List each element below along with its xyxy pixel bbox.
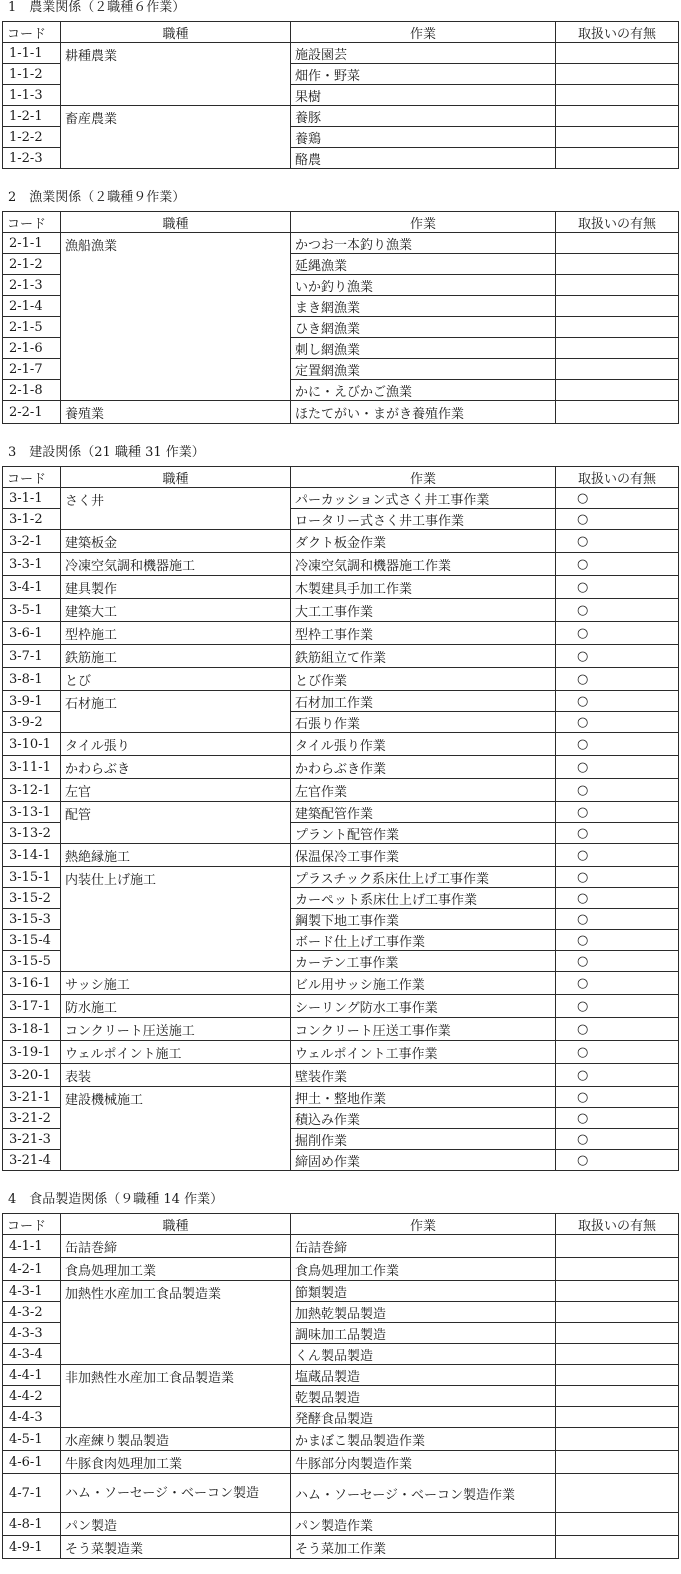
work-cell: 塩蔵品製造 xyxy=(291,1365,556,1386)
work-cell: 大工工事作業 xyxy=(291,599,556,622)
header-handling: 取扱いの有無 xyxy=(556,1214,679,1235)
handling-cell: ○ xyxy=(556,1129,679,1150)
code-cell: 2-1-2 xyxy=(3,254,61,275)
table-row xyxy=(3,43,679,64)
handling-cell: ○ xyxy=(556,756,679,779)
work-cell: かつお一本釣り漁業 xyxy=(291,233,556,254)
table-row xyxy=(3,645,679,668)
occupation-cell: 牛豚食肉処理加工業 xyxy=(61,1451,291,1474)
occupation-cell: 缶詰巻締 xyxy=(61,1235,291,1258)
code-cell: 3-7-1 xyxy=(3,645,61,668)
code-cell: 3-15-2 xyxy=(3,888,61,909)
handling-cell: ○ xyxy=(556,645,679,668)
handling-cell: ○ xyxy=(556,1064,679,1087)
code-cell: 3-16-1 xyxy=(3,972,61,995)
work-cell: 牛豚部分肉製造作業 xyxy=(291,1451,556,1474)
work-cell: 壁装作業 xyxy=(291,1064,556,1087)
handling-cell xyxy=(556,1258,679,1281)
work-cell: くん製品製造 xyxy=(291,1344,556,1365)
table-row xyxy=(3,779,679,802)
handling-cell xyxy=(556,1365,679,1386)
work-cell: シーリング防水工事作業 xyxy=(291,995,556,1018)
handling-cell xyxy=(556,1407,679,1428)
table-row xyxy=(3,844,679,867)
handling-cell xyxy=(556,1513,679,1536)
handling-cell xyxy=(556,1302,679,1323)
handling-cell xyxy=(556,1428,679,1451)
occupation-cell: ウェルポイント施工 xyxy=(61,1041,291,1064)
code-cell: 3-21-4 xyxy=(3,1150,61,1171)
code-cell: 2-2-1 xyxy=(3,401,61,424)
header-code: コード xyxy=(3,22,61,43)
occupation-cell: 漁船漁業 xyxy=(61,233,291,401)
handling-cell xyxy=(556,359,679,380)
table-row xyxy=(3,576,679,599)
work-cell: ほたてがい・まがき養殖作業 xyxy=(291,401,556,424)
work-cell: カーペット系床仕上げ工事作業 xyxy=(291,888,556,909)
occupation-cell: 養殖業 xyxy=(61,401,291,424)
occupation-cell: パン製造 xyxy=(61,1513,291,1536)
work-cell: 果樹 xyxy=(291,85,556,106)
job-table xyxy=(2,211,679,424)
code-cell: 3-12-1 xyxy=(3,779,61,802)
header-work: 作業 xyxy=(291,22,556,43)
occupation-cell: 型枠施工 xyxy=(61,622,291,645)
handling-cell xyxy=(556,401,679,424)
occupation-cell: 熱絶縁施工 xyxy=(61,844,291,867)
code-cell: 3-15-3 xyxy=(3,909,61,930)
table-row xyxy=(3,1041,679,1064)
header-occupation: 職種 xyxy=(61,467,291,488)
handling-cell: ○ xyxy=(556,1041,679,1064)
handling-cell: ○ xyxy=(556,972,679,995)
occupation-cell: 防水施工 xyxy=(61,995,291,1018)
handling-cell: ○ xyxy=(556,576,679,599)
section-title: 2 漁業関係（２職種９作業） xyxy=(8,190,186,205)
section-title: 3 建設関係（21 職種 31 作業） xyxy=(8,445,205,460)
code-cell: 1-2-3 xyxy=(3,148,61,169)
work-cell: パーカッション式さく井工事作業 xyxy=(291,488,556,509)
header-code: コード xyxy=(3,1214,61,1235)
table-row xyxy=(3,233,679,254)
header-row xyxy=(3,467,679,488)
handling-cell: ○ xyxy=(556,844,679,867)
code-cell: 3-3-1 xyxy=(3,553,61,576)
code-cell: 2-1-4 xyxy=(3,296,61,317)
handling-cell xyxy=(556,1235,679,1258)
work-cell: タイル張り作業 xyxy=(291,733,556,756)
occupation-cell: 非加熱性水産加工食品製造業 xyxy=(61,1365,291,1428)
table-row xyxy=(3,1281,679,1302)
handling-cell: ○ xyxy=(556,622,679,645)
work-cell: 畑作・野菜 xyxy=(291,64,556,85)
code-cell: 3-15-1 xyxy=(3,867,61,888)
code-cell: 3-13-1 xyxy=(3,802,61,823)
code-cell: 3-21-1 xyxy=(3,1087,61,1108)
table-row xyxy=(3,972,679,995)
table-row xyxy=(3,1474,679,1513)
code-cell: 1-2-1 xyxy=(3,106,61,127)
work-cell: ロータリー式さく井工事作業 xyxy=(291,509,556,530)
code-cell: 1-2-2 xyxy=(3,127,61,148)
table-row xyxy=(3,622,679,645)
occupation-cell: コンクリート圧送施工 xyxy=(61,1018,291,1041)
work-cell: 石張り作業 xyxy=(291,712,556,733)
work-cell: ハム・ソーセージ・ベーコン製造作業 xyxy=(291,1474,556,1513)
work-cell: 冷凍空気調和機器施工作業 xyxy=(291,553,556,576)
work-cell: 建築配管作業 xyxy=(291,802,556,823)
work-cell: 積込み作業 xyxy=(291,1108,556,1129)
code-cell: 3-19-1 xyxy=(3,1041,61,1064)
work-cell: かまぼこ製品製造作業 xyxy=(291,1428,556,1451)
table-row xyxy=(3,995,679,1018)
handling-cell: ○ xyxy=(556,1087,679,1108)
occupation-cell: とび xyxy=(61,668,291,691)
table-row xyxy=(3,867,679,888)
code-cell: 3-5-1 xyxy=(3,599,61,622)
work-cell: 木製建具手加工作業 xyxy=(291,576,556,599)
header-handling: 取扱いの有無 xyxy=(556,212,679,233)
code-cell: 3-1-2 xyxy=(3,509,61,530)
work-cell: かわらぶき作業 xyxy=(291,756,556,779)
table-row xyxy=(3,756,679,779)
section-gap xyxy=(2,169,678,190)
handling-cell: ○ xyxy=(556,1150,679,1171)
occupation-cell: さく井 xyxy=(61,488,291,530)
table-row xyxy=(3,553,679,576)
work-cell: かに・えびかご漁業 xyxy=(291,380,556,401)
header-work: 作業 xyxy=(291,467,556,488)
work-cell: ビル用サッシ施工作業 xyxy=(291,972,556,995)
code-cell: 3-11-1 xyxy=(3,756,61,779)
handling-cell xyxy=(556,1323,679,1344)
handling-cell: ○ xyxy=(556,733,679,756)
occupation-cell: 配管 xyxy=(61,802,291,844)
header-work: 作業 xyxy=(291,1214,556,1235)
handling-cell xyxy=(556,1386,679,1407)
table-row xyxy=(3,1428,679,1451)
table-row xyxy=(3,106,679,127)
work-cell: 食鳥処理加工作業 xyxy=(291,1258,556,1281)
work-cell: 左官作業 xyxy=(291,779,556,802)
code-cell: 3-4-1 xyxy=(3,576,61,599)
occupation-cell: 水産練り製品製造 xyxy=(61,1428,291,1451)
code-cell: 4-3-2 xyxy=(3,1302,61,1323)
work-cell: ボード仕上げ工事作業 xyxy=(291,930,556,951)
work-cell: いか釣り漁業 xyxy=(291,275,556,296)
code-cell: 3-15-4 xyxy=(3,930,61,951)
handling-cell: ○ xyxy=(556,951,679,972)
code-cell: 3-21-2 xyxy=(3,1108,61,1129)
table-row xyxy=(3,1451,679,1474)
work-cell: そう菜加工作業 xyxy=(291,1536,556,1559)
header-handling: 取扱いの有無 xyxy=(556,467,679,488)
work-cell: 鋼製下地工事作業 xyxy=(291,909,556,930)
table-row xyxy=(3,1365,679,1386)
code-cell: 3-8-1 xyxy=(3,668,61,691)
handling-cell xyxy=(556,317,679,338)
occupation-cell: 冷凍空気調和機器施工 xyxy=(61,553,291,576)
handling-cell xyxy=(556,380,679,401)
handling-cell xyxy=(556,148,679,169)
occupation-cell: 食鳥処理加工業 xyxy=(61,1258,291,1281)
table-row xyxy=(3,1064,679,1087)
header-occupation: 職種 xyxy=(61,1214,291,1235)
code-cell: 4-7-1 xyxy=(3,1474,61,1513)
code-cell: 2-1-1 xyxy=(3,233,61,254)
work-cell: コンクリート圧送工事作業 xyxy=(291,1018,556,1041)
work-cell: まき網漁業 xyxy=(291,296,556,317)
job-table xyxy=(2,21,679,169)
work-cell: 養鶏 xyxy=(291,127,556,148)
code-cell: 3-20-1 xyxy=(3,1064,61,1087)
handling-cell xyxy=(556,1281,679,1302)
header-code: コード xyxy=(3,467,61,488)
occupation-cell: 建築板金 xyxy=(61,530,291,553)
code-cell: 3-18-1 xyxy=(3,1018,61,1041)
handling-cell: ○ xyxy=(556,888,679,909)
work-cell: 石材加工作業 xyxy=(291,691,556,712)
code-cell: 4-3-3 xyxy=(3,1323,61,1344)
code-cell: 3-17-1 xyxy=(3,995,61,1018)
occupation-cell: サッシ施工 xyxy=(61,972,291,995)
handling-cell xyxy=(556,1536,679,1559)
table-row xyxy=(3,1087,679,1108)
handling-cell xyxy=(556,64,679,85)
header-row xyxy=(3,212,679,233)
table-row xyxy=(3,530,679,553)
header-code: コード xyxy=(3,212,61,233)
work-cell: 締固め作業 xyxy=(291,1150,556,1171)
occupation-cell: 畜産農業 xyxy=(61,106,291,169)
code-cell: 1-1-1 xyxy=(3,43,61,64)
work-cell: カーテン工事作業 xyxy=(291,951,556,972)
occupation-cell: 左官 xyxy=(61,779,291,802)
occupation-cell: かわらぶき xyxy=(61,756,291,779)
header-occupation: 職種 xyxy=(61,22,291,43)
code-cell: 3-9-1 xyxy=(3,691,61,712)
code-cell: 4-4-3 xyxy=(3,1407,61,1428)
work-cell: 鉄筋組立て作業 xyxy=(291,645,556,668)
section-gap xyxy=(2,424,678,445)
handling-cell: ○ xyxy=(556,1108,679,1129)
handling-cell xyxy=(556,296,679,317)
handling-cell: ○ xyxy=(556,712,679,733)
work-cell: ひき網漁業 xyxy=(291,317,556,338)
handling-cell: ○ xyxy=(556,553,679,576)
table-row xyxy=(3,1258,679,1281)
work-cell: 加熱乾製品製造 xyxy=(291,1302,556,1323)
work-cell: 養豚 xyxy=(291,106,556,127)
handling-cell xyxy=(556,85,679,106)
code-cell: 4-5-1 xyxy=(3,1428,61,1451)
handling-cell: ○ xyxy=(556,668,679,691)
work-cell: 型枠工事作業 xyxy=(291,622,556,645)
code-cell: 1-1-3 xyxy=(3,85,61,106)
handling-cell xyxy=(556,1451,679,1474)
occupation-cell: タイル張り xyxy=(61,733,291,756)
code-cell: 3-6-1 xyxy=(3,622,61,645)
work-cell: ウェルポイント工事作業 xyxy=(291,1041,556,1064)
section-title: 4 食品製造関係（９職種 14 作業） xyxy=(8,1192,224,1207)
table-row xyxy=(3,401,679,424)
table-row xyxy=(3,1235,679,1258)
handling-cell xyxy=(556,275,679,296)
occupation-cell: 石材施工 xyxy=(61,691,291,733)
handling-cell: ○ xyxy=(556,488,679,509)
work-cell: 定置網漁業 xyxy=(291,359,556,380)
table-row xyxy=(3,488,679,509)
table-row xyxy=(3,668,679,691)
work-cell: 酪農 xyxy=(291,148,556,169)
code-cell: 3-13-2 xyxy=(3,823,61,844)
section-title: 1 農業関係（２職種６作業） xyxy=(8,0,186,15)
work-cell: 施設園芸 xyxy=(291,43,556,64)
work-cell: 缶詰巻締 xyxy=(291,1235,556,1258)
code-cell: 4-3-4 xyxy=(3,1344,61,1365)
occupation-cell: 建設機械施工 xyxy=(61,1087,291,1171)
table-row xyxy=(3,599,679,622)
code-cell: 2-1-5 xyxy=(3,317,61,338)
handling-cell: ○ xyxy=(556,599,679,622)
handling-cell: ○ xyxy=(556,823,679,844)
occupation-cell: 加熱性水産加工食品製造業 xyxy=(61,1281,291,1365)
code-cell: 4-4-1 xyxy=(3,1365,61,1386)
work-cell: 刺し網漁業 xyxy=(291,338,556,359)
table-row xyxy=(3,691,679,712)
code-cell: 4-8-1 xyxy=(3,1513,61,1536)
work-cell: とび作業 xyxy=(291,668,556,691)
code-cell: 3-21-3 xyxy=(3,1129,61,1150)
code-cell: 3-1-1 xyxy=(3,488,61,509)
table-row xyxy=(3,802,679,823)
table-row xyxy=(3,733,679,756)
work-cell: 乾製品製造 xyxy=(291,1386,556,1407)
code-cell: 3-9-2 xyxy=(3,712,61,733)
code-cell: 2-1-8 xyxy=(3,380,61,401)
code-cell: 3-10-1 xyxy=(3,733,61,756)
header-occupation: 職種 xyxy=(61,212,291,233)
handling-cell: ○ xyxy=(556,779,679,802)
work-cell: プラスチック系床仕上げ工事作業 xyxy=(291,867,556,888)
work-cell: 調味加工品製造 xyxy=(291,1323,556,1344)
handling-cell xyxy=(556,254,679,275)
handling-cell xyxy=(556,1344,679,1365)
handling-cell xyxy=(556,43,679,64)
work-cell: 保温保冷工事作業 xyxy=(291,844,556,867)
occupation-cell: 耕種農業 xyxy=(61,43,291,106)
handling-cell xyxy=(556,338,679,359)
job-table xyxy=(2,466,679,1171)
table-row xyxy=(3,1018,679,1041)
code-cell: 2-1-3 xyxy=(3,275,61,296)
work-cell: 節類製造 xyxy=(291,1281,556,1302)
work-cell: 延縄漁業 xyxy=(291,254,556,275)
occupation-cell: ハム・ソーセージ・ベーコン製造 xyxy=(61,1474,291,1513)
occupation-cell: そう菜製造業 xyxy=(61,1536,291,1559)
handling-cell: ○ xyxy=(556,691,679,712)
code-cell: 4-4-2 xyxy=(3,1386,61,1407)
header-work: 作業 xyxy=(291,212,556,233)
code-cell: 3-15-5 xyxy=(3,951,61,972)
work-cell: プラント配管作業 xyxy=(291,823,556,844)
code-cell: 3-14-1 xyxy=(3,844,61,867)
work-cell: パン製造作業 xyxy=(291,1513,556,1536)
handling-cell xyxy=(556,233,679,254)
code-cell: 4-1-1 xyxy=(3,1235,61,1258)
table-row xyxy=(3,1536,679,1559)
work-cell: 押土・整地作業 xyxy=(291,1087,556,1108)
handling-cell xyxy=(556,127,679,148)
code-cell: 4-6-1 xyxy=(3,1451,61,1474)
handling-cell: ○ xyxy=(556,1018,679,1041)
handling-cell: ○ xyxy=(556,509,679,530)
occupation-cell: 内装仕上げ施工 xyxy=(61,867,291,972)
handling-cell xyxy=(556,1474,679,1513)
work-cell: 発酵食品製造 xyxy=(291,1407,556,1428)
handling-cell: ○ xyxy=(556,995,679,1018)
code-cell: 4-9-1 xyxy=(3,1536,61,1559)
occupation-cell: 建築大工 xyxy=(61,599,291,622)
code-cell: 2-1-6 xyxy=(3,338,61,359)
handling-cell: ○ xyxy=(556,909,679,930)
occupation-cell: 鉄筋施工 xyxy=(61,645,291,668)
handling-cell: ○ xyxy=(556,930,679,951)
code-cell: 1-1-2 xyxy=(3,64,61,85)
handling-cell: ○ xyxy=(556,802,679,823)
job-table xyxy=(2,1213,679,1559)
work-cell: ダクト板金作業 xyxy=(291,530,556,553)
work-cell: 掘削作業 xyxy=(291,1129,556,1150)
occupation-cell: 表装 xyxy=(61,1064,291,1087)
header-handling: 取扱いの有無 xyxy=(556,22,679,43)
code-cell: 4-3-1 xyxy=(3,1281,61,1302)
code-cell: 4-2-1 xyxy=(3,1258,61,1281)
handling-cell xyxy=(556,106,679,127)
header-row xyxy=(3,22,679,43)
handling-cell: ○ xyxy=(556,867,679,888)
code-cell: 2-1-7 xyxy=(3,359,61,380)
code-cell: 3-2-1 xyxy=(3,530,61,553)
occupation-cell: 建具製作 xyxy=(61,576,291,599)
handling-cell: ○ xyxy=(556,530,679,553)
header-row xyxy=(3,1214,679,1235)
section-gap xyxy=(2,1171,678,1192)
table-row xyxy=(3,1513,679,1536)
